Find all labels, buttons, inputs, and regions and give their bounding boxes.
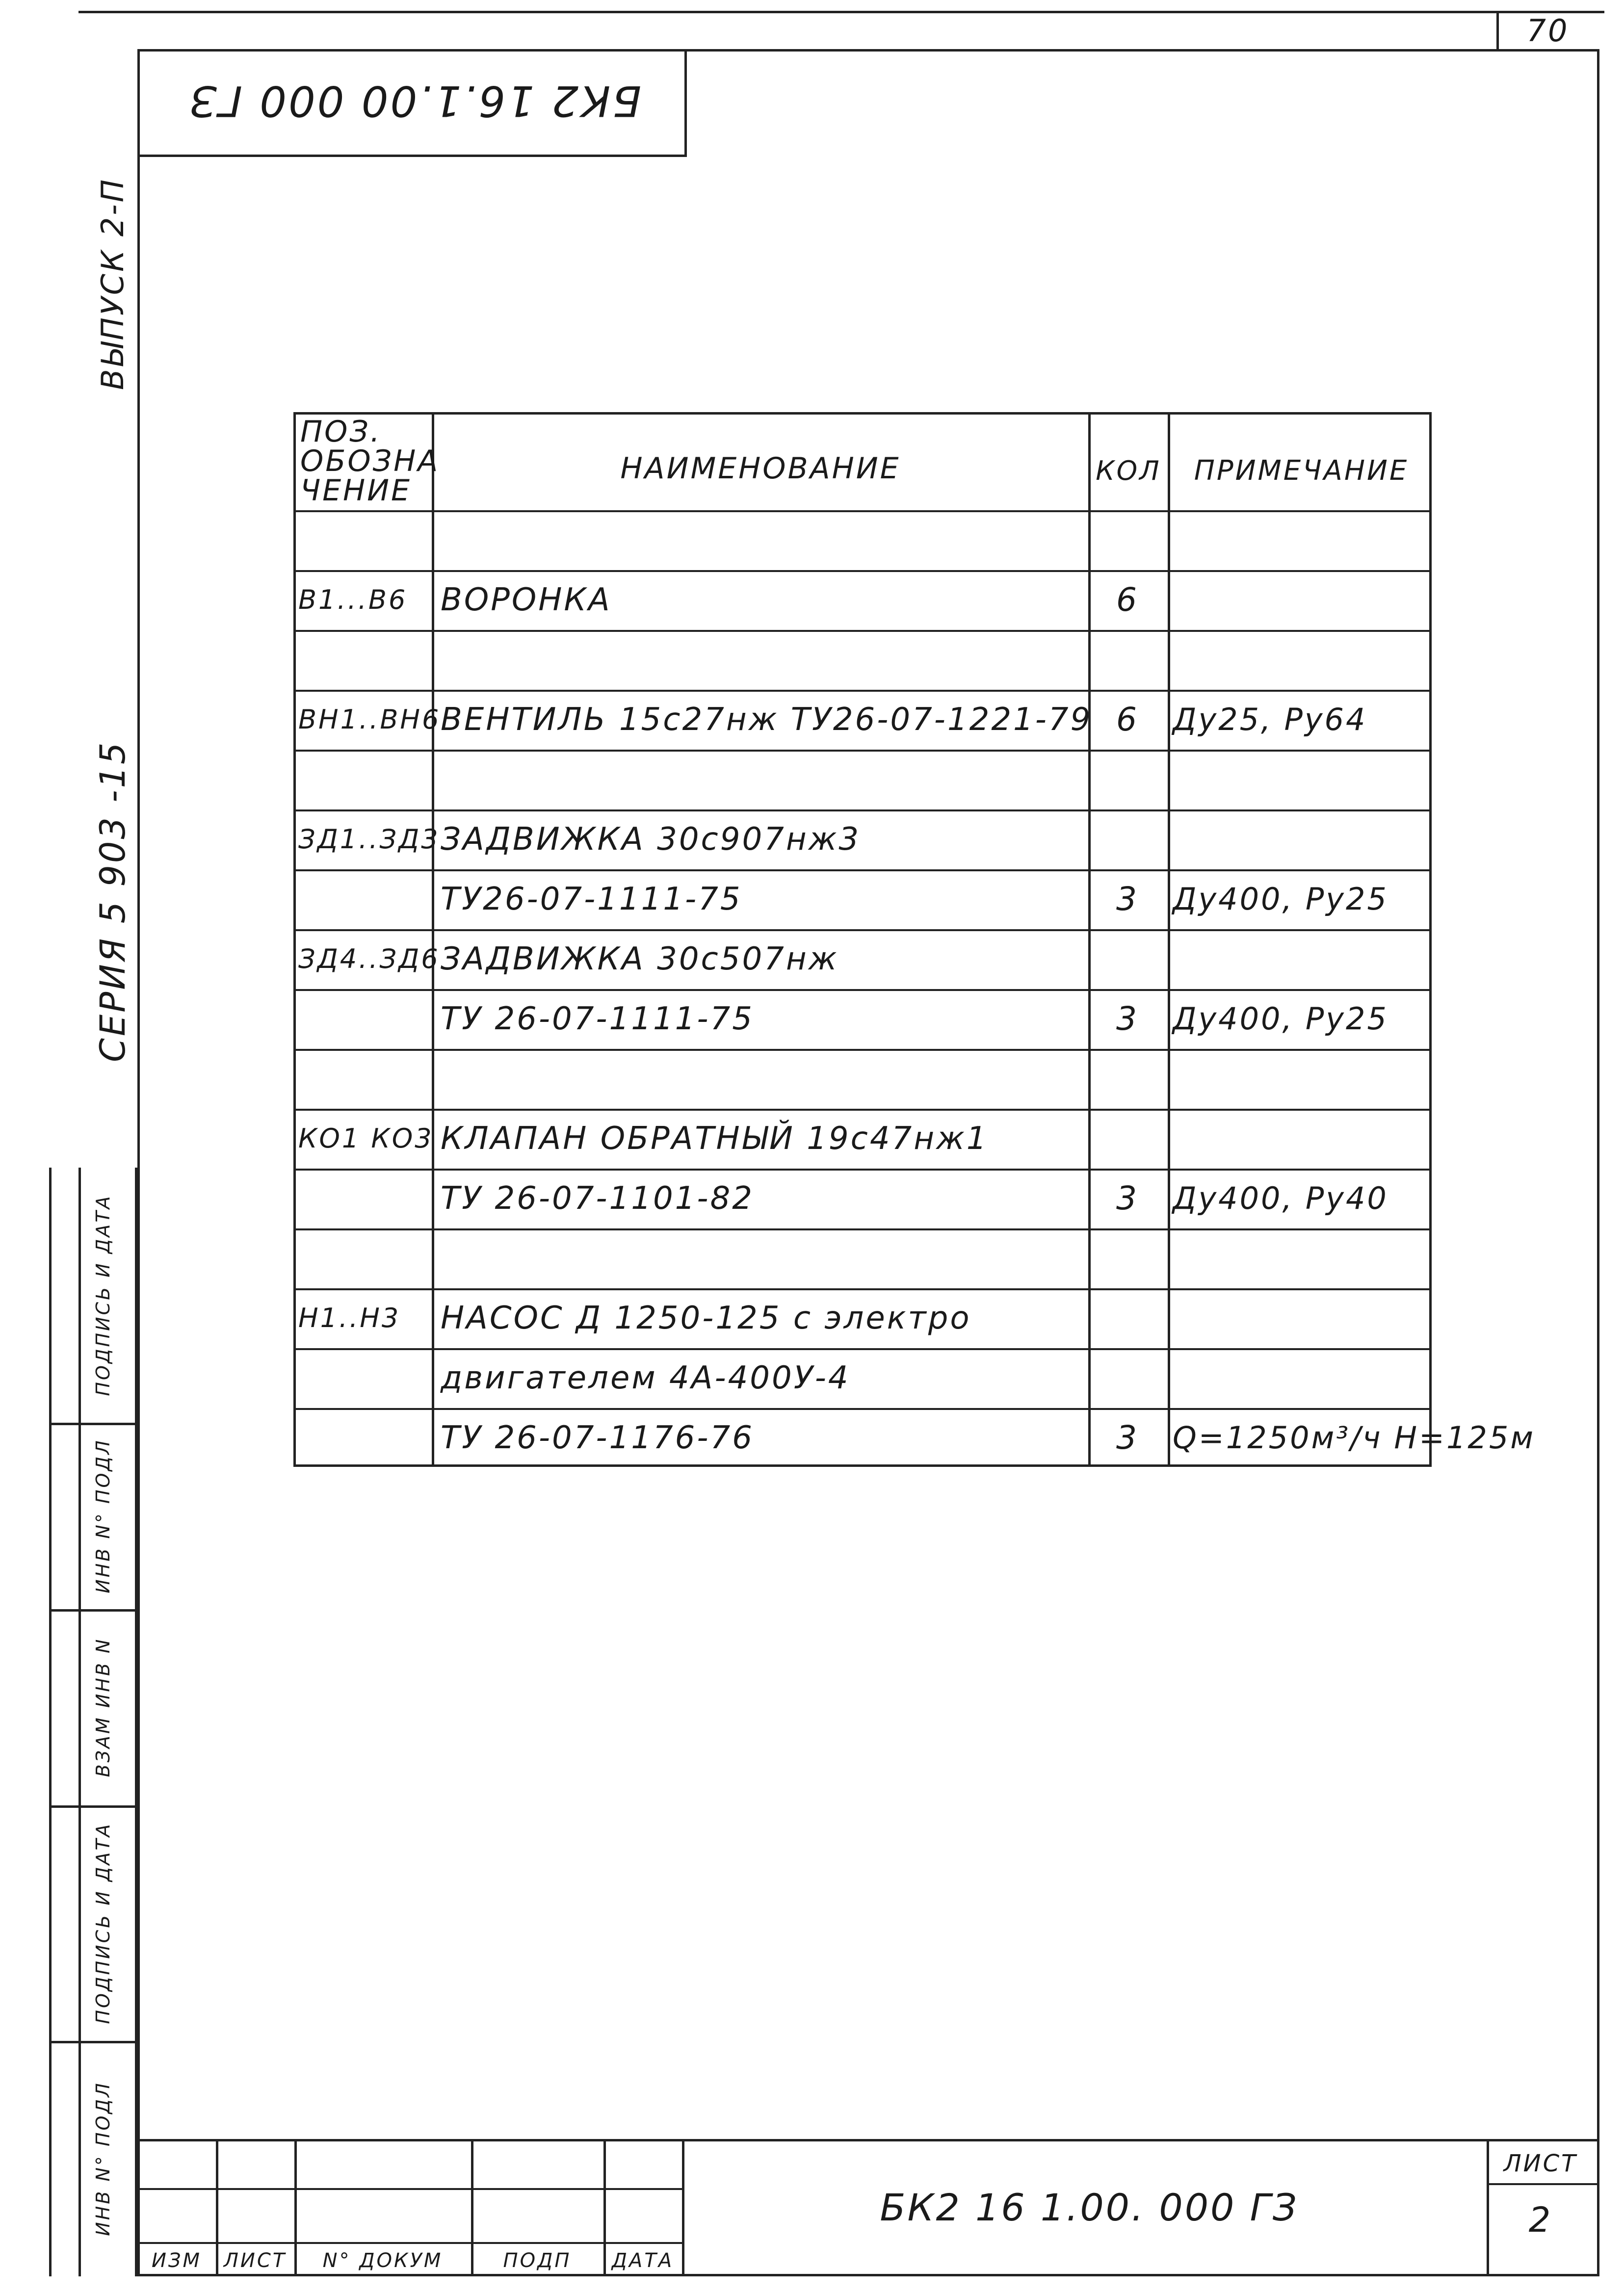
- row-divider: [293, 1408, 1432, 1410]
- cell-name: ЗАДВИЖКА 30с907нж3: [441, 821, 861, 858]
- sheet-number: 70: [1526, 13, 1570, 49]
- title-label-sheet: ЛИСТ: [223, 2249, 287, 2272]
- cell-pos: ЗД1..ЗД3: [298, 824, 440, 855]
- cell-pos: КО1 КО3: [298, 1123, 434, 1154]
- cell-note: Ду400, Ру40: [1173, 1180, 1388, 1216]
- header-qty: КОЛ: [1096, 455, 1161, 486]
- cell-name: НАСОС Д 1250-125 с электро: [441, 1300, 971, 1336]
- header-note: ПРИМЕЧАНИЕ: [1194, 455, 1409, 487]
- sheet-label: ЛИСТ: [1503, 2150, 1578, 2177]
- row-divider: [293, 1049, 1432, 1051]
- row-divider: [293, 929, 1432, 931]
- stamp-code: БК2 16.1.00 000 ГЗ: [187, 76, 642, 125]
- cell-name: ТУ 26-07-1111-75: [441, 1001, 754, 1037]
- title-block-row: [1487, 2183, 1599, 2185]
- cell-qty: 6: [1116, 581, 1139, 619]
- row-divider: [293, 809, 1432, 811]
- row-divider: [293, 989, 1432, 991]
- row-divider: [293, 1228, 1432, 1230]
- binding-divider: [49, 1805, 137, 1808]
- cell-name: ВОРОНКА: [441, 582, 612, 618]
- header-pos: [300, 415, 440, 508]
- cell-name: КЛАПАН ОБРАТНЫЙ 19с47нж1: [441, 1121, 989, 1157]
- cell-qty: 6: [1116, 701, 1139, 738]
- row-divider: [293, 1169, 1432, 1171]
- cell-qty: 3: [1116, 1000, 1139, 1038]
- binding-column-inner: [49, 1168, 79, 2276]
- cell-qty: 3: [1116, 1179, 1139, 1217]
- binding-label: ПОДПИСЬ И ДАТА: [92, 1822, 114, 2024]
- row-divider: [293, 869, 1432, 871]
- title-label-sign: ПОДП: [503, 2249, 572, 2272]
- binding-divider: [49, 2041, 137, 2043]
- title-block-divider: [682, 2139, 684, 2276]
- row-divider: [293, 1288, 1432, 1290]
- row-divider: [293, 750, 1432, 752]
- cell-note: Ду400, Ру25: [1173, 881, 1388, 917]
- binding-label: ИНВ N° ПОДЛ: [92, 1438, 114, 1593]
- top-border-line: [79, 11, 1604, 13]
- title-label-change: ИЗМ: [151, 2249, 202, 2272]
- cell-note: Ду400, Ру25: [1173, 1001, 1388, 1037]
- row-divider: [293, 510, 1432, 512]
- sheet-no: 2: [1528, 2200, 1553, 2240]
- series-label: СЕРИЯ 5 903 -15: [93, 740, 133, 1062]
- binding-label: ВЗАМ ИНВ N: [92, 1637, 114, 1777]
- cell-name: ТУ 26-07-1101-82: [441, 1180, 754, 1217]
- title-block-row: [137, 2242, 682, 2244]
- cell-name: ТУ 26-07-1176-76: [441, 1420, 754, 1456]
- title-label-docno: N° ДОКУМ: [322, 2249, 443, 2272]
- binding-label: ИНВ N° ПОДЛ: [92, 2081, 114, 2236]
- cell-name: ТУ26-07-1111-75: [441, 881, 742, 917]
- row-divider: [293, 1109, 1432, 1111]
- row-divider: [293, 1348, 1432, 1350]
- cell-pos: ВН1..ВН6: [298, 704, 441, 735]
- cell-name: ЗАДВИЖКА 30с507нж: [441, 941, 839, 977]
- cell-note: Q=1250м³/ч H=125м: [1173, 1420, 1536, 1456]
- header-pos-line: ЧЕНИЕ: [300, 473, 412, 508]
- cell-qty: 3: [1116, 880, 1139, 918]
- document-code: БК2 16 1.00. 000 ГЗ: [880, 2186, 1299, 2229]
- cell-qty: 3: [1116, 1419, 1139, 1457]
- row-divider: [293, 630, 1432, 632]
- title-label-date: ДАТА: [611, 2249, 674, 2272]
- issue-label: ВЫПУСК 2-П: [95, 177, 131, 390]
- header-name: НАИМЕНОВАНИЕ: [620, 451, 901, 486]
- header-pos-line: ПОЗ.: [300, 415, 382, 449]
- binding-divider: [49, 1609, 137, 1612]
- binding-label: ПОДПИСЬ И ДАТА: [92, 1194, 114, 1396]
- cell-pos: В1...В6: [298, 584, 408, 615]
- row-divider: [293, 570, 1432, 572]
- title-block-row: [137, 2188, 682, 2190]
- cell-name: ВЕНТИЛЬ 15с27нж ТУ26-07-1221-79: [441, 702, 1093, 738]
- cell-name: двигателем 4А-400У-4: [441, 1360, 850, 1396]
- header-pos-line: ОБОЗНА: [300, 444, 440, 478]
- cell-pos: Н1..Н3: [298, 1303, 401, 1333]
- row-divider: [293, 690, 1432, 692]
- cell-note: Ду25, Ру64: [1173, 702, 1367, 737]
- cell-pos: ЗД4..ЗД6: [298, 943, 440, 974]
